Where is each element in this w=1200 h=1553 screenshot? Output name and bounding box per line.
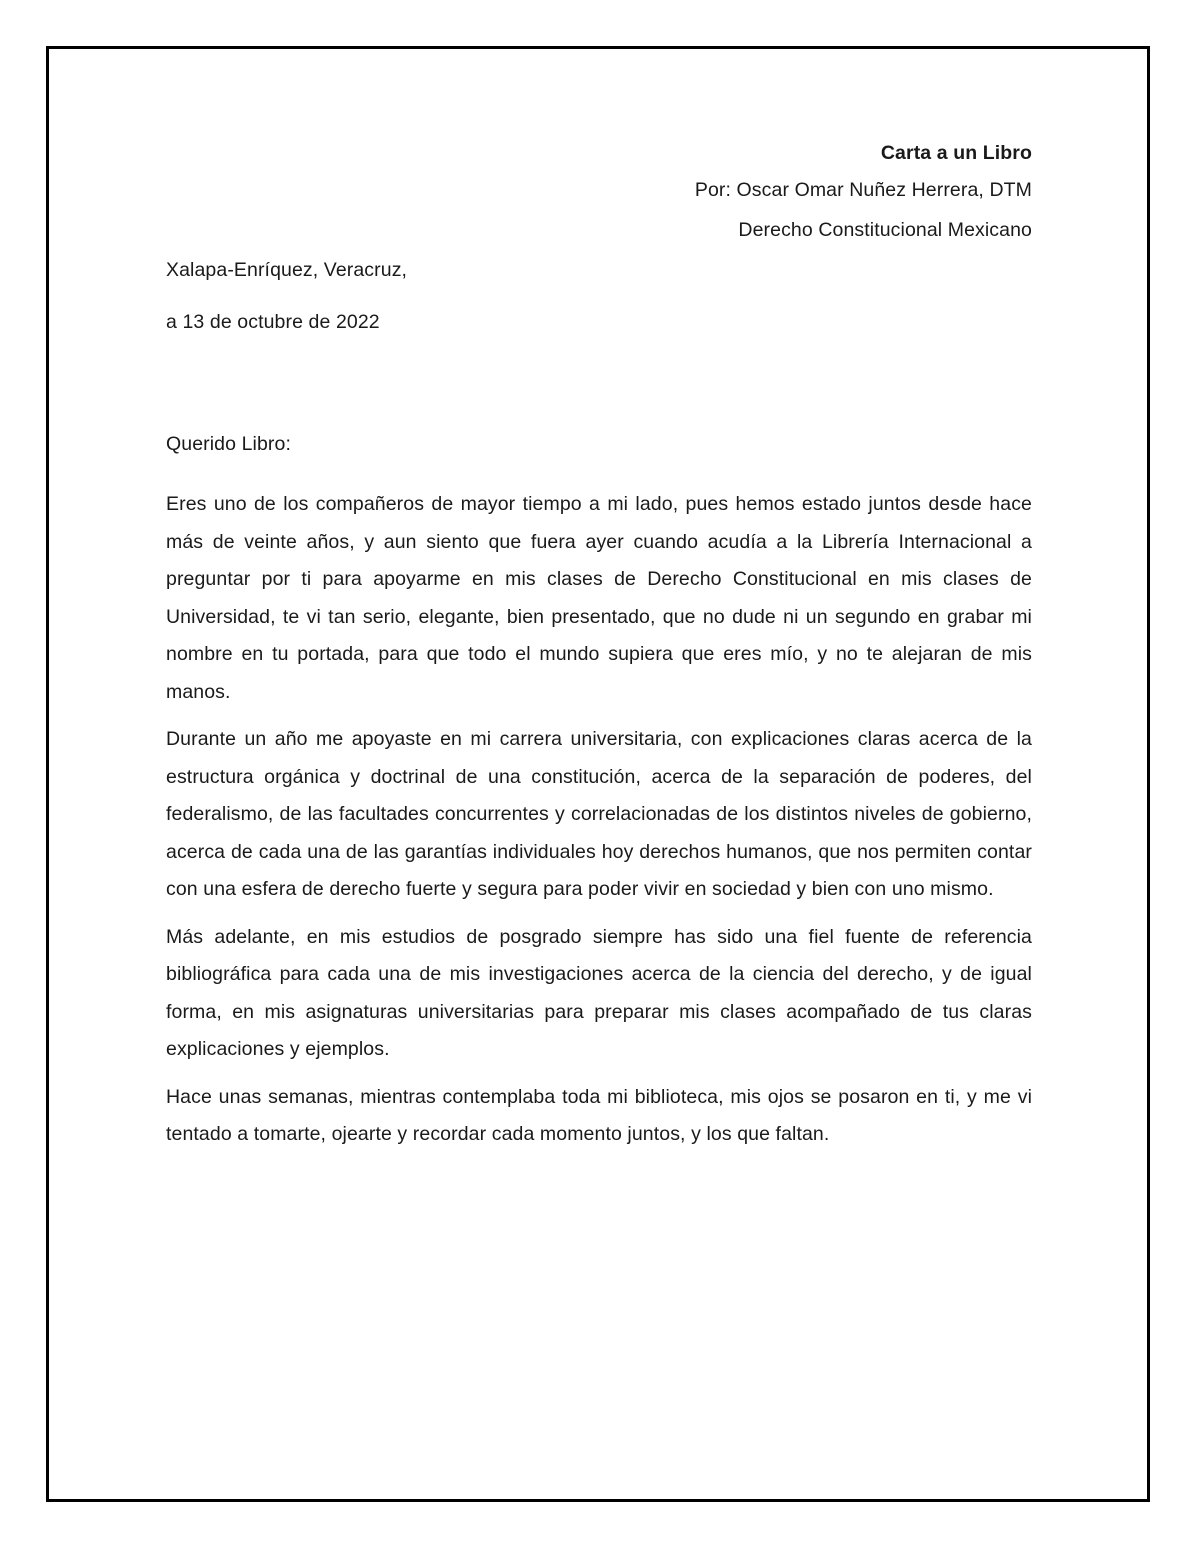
body-paragraph-3: Más adelante, en mis estudios de posgrado siempre has sido una fiel fuente de referencia bibliográfica para cada una de mis investigaciones acerca de la ciencia del derecho, y de igual forma, en mis asignaturas universitarias para preparar mis clases acompañado de tus claras explicaciones y ejemplos. xyxy=(166,925,1032,1060)
letter-header xyxy=(166,136,1032,250)
body-paragraph-4: Hace unas semanas, mientras contemplaba toda mi biblioteca, mis ojos se posaron en ti, y me vi tentado a tomarte, ojearte y recordar cada momento juntos, y los que faltan. xyxy=(166,1085,1032,1145)
subject-line: Derecho Constitucional Mexicano xyxy=(738,219,1032,241)
letter-content xyxy=(166,136,1032,1164)
body-paragraph-1: Eres uno de los compañeros de mayor tiempo a mi lado, pues hemos estado juntos desde hace más de veinte años, y aun siento que fuera ayer cuando acudía a la Librería Internacional a preguntar por ti para apoyarme en mis clases de Derecho Constitucional en mis clases de Universidad, te vi tan serio, elegante, bien presentado, que no dude ni un segundo en grabar mi nombre en tu portada, para que todo el mundo supiera que eres mío, y no te alejaran de mis manos. xyxy=(166,493,1032,703)
author-line: Por: Oscar Omar Nuñez Herrera, DTM xyxy=(694,179,1032,201)
letter-title: Carta a un Libro xyxy=(880,142,1032,164)
letter-place: Xalapa-Enríquez, Veracruz, xyxy=(166,259,408,281)
body-paragraph-2: Durante un año me apoyaste en mi carrera universitaria, con explicaciones claras acerca de la estructura orgánica y doctrinal de una constitución, acerca de la separación de poderes, del federalismo, de las facultades concurrentes y correlacionadas de los distintos niveles de gobierno, acerca de cada una de las garantías individuales hoy derechos humanos, que nos permiten contar con una esfera de derecho fuerte y segura para poder vivir en sociedad y bien con uno mismo. xyxy=(166,728,1032,900)
letter-body xyxy=(166,486,1032,1154)
letter-salutation: Querido Libro: xyxy=(166,433,291,455)
letter-date: a 13 de octubre de 2022 xyxy=(166,311,380,333)
